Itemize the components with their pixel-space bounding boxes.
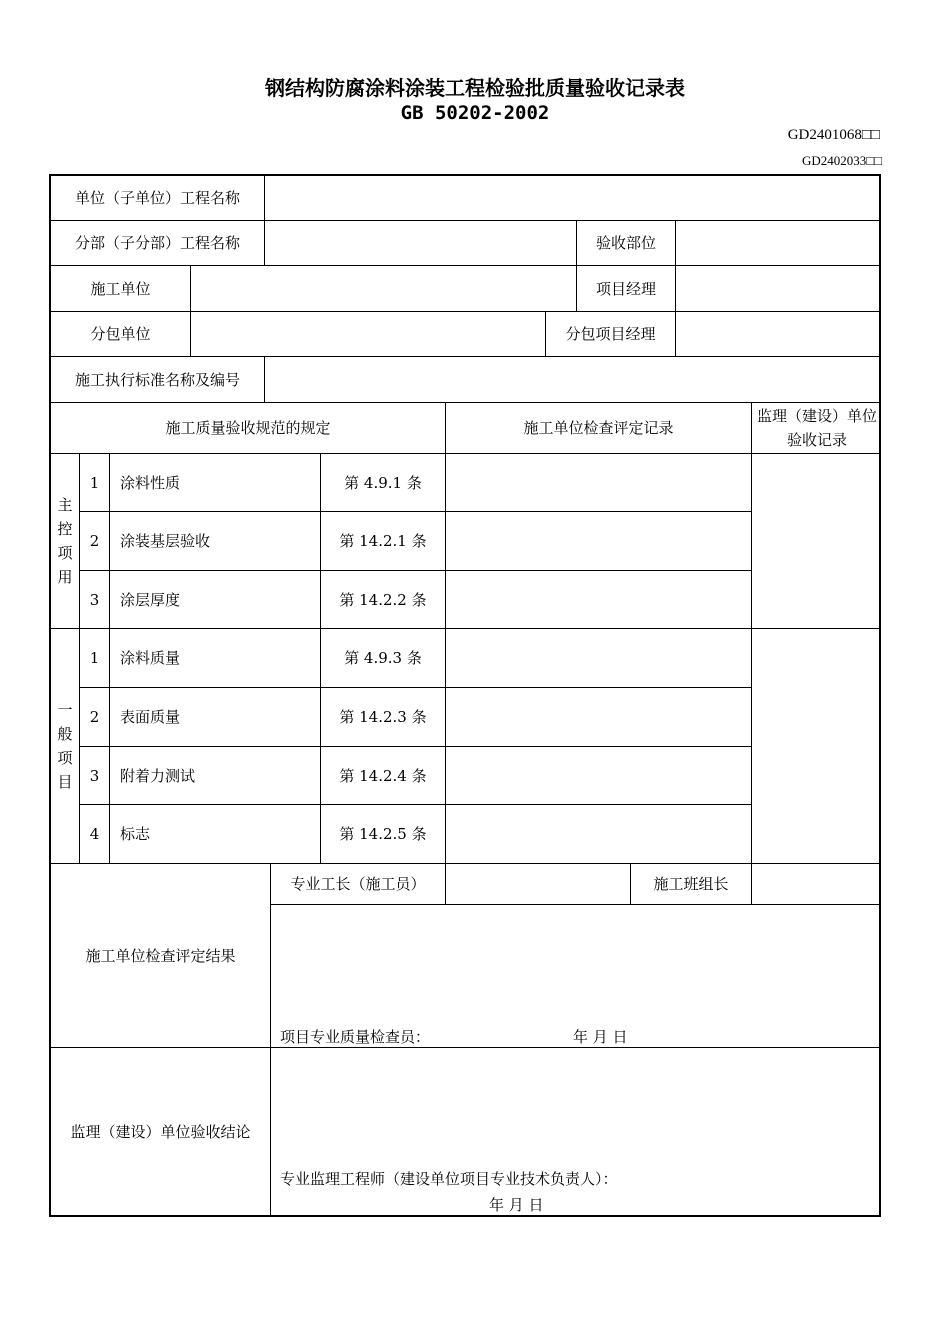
acceptance-part-field[interactable] <box>676 221 879 265</box>
col-line <box>270 863 271 1215</box>
result-label: 施工单位检查评定结果 <box>85 946 236 965</box>
general-item-record-field[interactable] <box>446 747 751 804</box>
general-item-record-field[interactable] <box>446 629 751 687</box>
result-date: 年 月 日 <box>573 1028 628 1046</box>
subcontract-unit-field[interactable] <box>191 312 545 356</box>
standard-code: GB 50202-2002 <box>400 102 550 124</box>
general-item-clause: 第 14.2.3 条 <box>339 708 427 726</box>
team-leader-label: 施工班组长 <box>653 875 729 893</box>
spec-header: 施工质量验收规范的规定 <box>165 419 331 437</box>
sub-project-name-field[interactable] <box>265 221 576 265</box>
general-item-clause: 第 4.9.3 条 <box>344 649 422 667</box>
engineer-label: 专业监理工程师（建设单位项目专业技术负责人）： <box>280 1170 618 1188</box>
foreman-label: 专业工长（施工员） <box>290 875 426 893</box>
unit-project-name-field[interactable] <box>265 176 879 220</box>
form-title: 钢结构防腐涂料涂装工程检验批质量验收记录表 <box>265 76 685 100</box>
main-item-clause: 第 14.2.2 条 <box>339 590 427 609</box>
general-item-no: 3 <box>89 766 100 785</box>
acceptance-form <box>49 174 881 1217</box>
general-item-no: 2 <box>89 708 100 726</box>
general-items-label: 一般项目 <box>57 701 73 791</box>
form-code-1: GD2401068□□ <box>787 127 880 143</box>
construction-unit-label: 施工单位 <box>90 279 151 298</box>
standard-name-field[interactable] <box>265 357 879 402</box>
main-item-record-field[interactable] <box>446 454 751 511</box>
unit-project-name-label: 单位（子单位）工程名称 <box>74 189 240 207</box>
construction-unit-field[interactable] <box>191 266 576 311</box>
general-item-name: 表面质量 <box>120 708 181 726</box>
general-item-no: 1 <box>89 649 100 667</box>
row-line <box>270 904 879 905</box>
form-code-2: GD2402033□□ <box>802 153 882 168</box>
foreman-field[interactable] <box>446 864 630 904</box>
general-items-supervision-field[interactable] <box>752 629 879 863</box>
main-item-no: 1 <box>89 473 100 492</box>
main-item-name: 涂层厚度 <box>120 590 181 609</box>
main-item-no: 3 <box>89 590 100 609</box>
subcontract-manager-label: 分包项目经理 <box>565 325 656 343</box>
general-item-record-field[interactable] <box>446 688 751 746</box>
general-items-label-cell <box>51 629 79 863</box>
general-item-name: 标志 <box>120 825 151 843</box>
main-item-clause: 第 14.2.1 条 <box>339 532 427 550</box>
standard-name-label: 施工执行标准名称及编号 <box>74 370 240 389</box>
main-item-record-field[interactable] <box>446 512 751 570</box>
conclusion-date: 年 月 日 <box>489 1196 544 1214</box>
conclusion-label: 监理（建设）单位验收结论 <box>70 1122 251 1141</box>
inspector-label: 项目专业质量检查员： <box>280 1028 431 1046</box>
acceptance-part-label: 验收部位 <box>595 234 656 252</box>
main-item-name: 涂装基层验收 <box>120 532 211 550</box>
project-manager-label: 项目经理 <box>595 279 656 298</box>
general-item-no: 4 <box>89 825 100 843</box>
main-item-clause: 第 4.9.1 条 <box>344 473 422 492</box>
general-item-name: 附着力测试 <box>120 766 196 785</box>
team-leader-field[interactable] <box>752 864 879 904</box>
main-item-name: 涂料性质 <box>120 473 181 492</box>
sub-project-name-label: 分部（子分部）工程名称 <box>74 234 240 252</box>
main-items-label-cell <box>51 454 79 628</box>
main-items-supervision-field[interactable] <box>752 454 879 628</box>
general-item-record-field[interactable] <box>446 805 751 863</box>
project-manager-field[interactable] <box>676 266 879 311</box>
subcontract-manager-field[interactable] <box>676 312 879 356</box>
general-item-clause: 第 14.2.4 条 <box>339 766 427 785</box>
check-record-header: 施工单位检查评定记录 <box>523 419 674 437</box>
general-item-name: 涂料质量 <box>120 649 181 667</box>
supervision-record-header: 监理（建设）单位验收记录 <box>757 407 878 449</box>
main-item-no: 2 <box>89 532 100 550</box>
main-item-record-field[interactable] <box>446 571 751 628</box>
subcontract-unit-label: 分包单位 <box>90 325 151 343</box>
main-items-label: 主控项用 <box>57 496 73 586</box>
general-item-clause: 第 14.2.5 条 <box>339 825 427 843</box>
